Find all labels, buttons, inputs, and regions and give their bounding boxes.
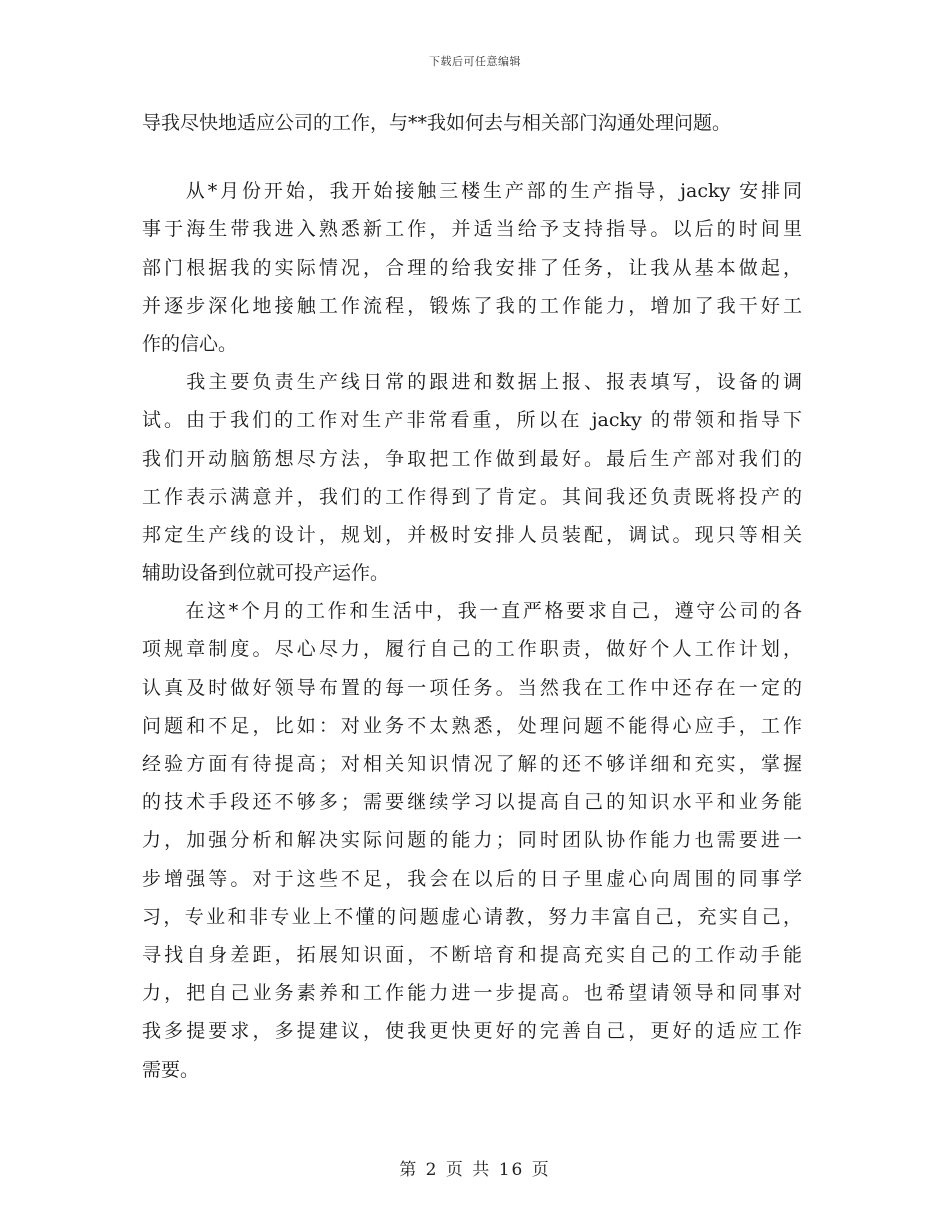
text-line: 习，专业和非专业上不懂的问题虚心请教，努力丰富自己，充实自己， bbox=[142, 905, 802, 928]
text-line: 导我尽快地适应公司的工作，与**我如何去与相关部门沟通处理问题。 bbox=[142, 112, 732, 134]
paragraph-gap bbox=[142, 142, 802, 172]
text-line: 作的信心。 bbox=[142, 332, 238, 355]
paragraph-2 bbox=[142, 172, 802, 363]
text-line: 我多提要求，多提建议，使我更快更好的完善自己，更好的适应工作 bbox=[142, 1020, 802, 1043]
text-line: 步增强等。对于这些不足，我会在以后的日子里虚心向周围的同事学 bbox=[142, 867, 802, 890]
text-line: 需要。 bbox=[142, 1058, 200, 1081]
text-line: 认真及时做好领导布置的每一项任务。当然我在工作中还存在一定的 bbox=[142, 676, 802, 699]
document-body bbox=[142, 104, 802, 1089]
text-line: 辅助设备到位就可投产运作。 bbox=[142, 562, 390, 585]
text-line: 力，把自己业务素养和工作能力进一步提高。也希望请领导和同事对 bbox=[142, 982, 802, 1005]
text-line: 项规章制度。尽心尽力，履行自己的工作职责，做好个人工作计划， bbox=[142, 638, 802, 661]
page-number-footer: 第 2 页 共 16 页 bbox=[399, 1160, 551, 1180]
text-line: 问题和不足，比如：对业务不太熟悉，处理问题不能得心应手，工作 bbox=[142, 714, 802, 737]
text-line: 我主要负责生产线日常的跟进和数据上报、报表填写，设备的调 bbox=[142, 371, 802, 394]
text-line: 我们开动脑筋想尽方法，争取把工作做到最好。最后生产部对我们的 bbox=[142, 447, 802, 470]
paragraph-4 bbox=[142, 592, 802, 1088]
text-line: 经验方面有待提高；对相关知识情况了解的还不够详细和充实，掌握 bbox=[142, 753, 802, 775]
text-line: 的技术手段还不够多；需要继续学习以提高自己的知识水平和业务能 bbox=[142, 791, 802, 814]
text-line: 从*月份开始，我开始接触三楼生产部的生产指导，jacky 安排同 bbox=[142, 180, 802, 203]
text-line: 工作表示满意并，我们的工作得到了肯定。其间我还负责既将投产的 bbox=[142, 485, 802, 508]
text-line: 并逐步深化地接触工作流程，锻炼了我的工作能力，增加了我干好工 bbox=[142, 294, 802, 317]
text-line: 邦定生产线的设计，规划，并极时安排人员装配，调试。现只等相关 bbox=[142, 523, 802, 546]
text-line: 力，加强分析和解决实际问题的能力；同时团队协作能力也需要进一 bbox=[142, 829, 802, 852]
text-line: 寻找自身差距，拓展知识面，不断培育和提高充实自己的工作动手能 bbox=[142, 943, 802, 966]
text-line: 在这*个月的工作和生活中，我一直严格要求自己，遵守公司的各 bbox=[142, 600, 802, 623]
text-line: 试。由于我们的工作对生产非常看重，所以在 jacky 的带领和指导下 bbox=[142, 409, 802, 432]
paragraph-3 bbox=[142, 363, 802, 592]
page-header: 下载后可任意编辑 bbox=[429, 55, 521, 68]
paragraph-1 bbox=[142, 104, 802, 142]
text-line: 部门根据我的实际情况，合理的给我安排了任务，让我从基本做起， bbox=[142, 256, 802, 279]
text-line: 事于海生带我进入熟悉新工作，并适当给予支持指导。以后的时间里 bbox=[142, 218, 802, 241]
